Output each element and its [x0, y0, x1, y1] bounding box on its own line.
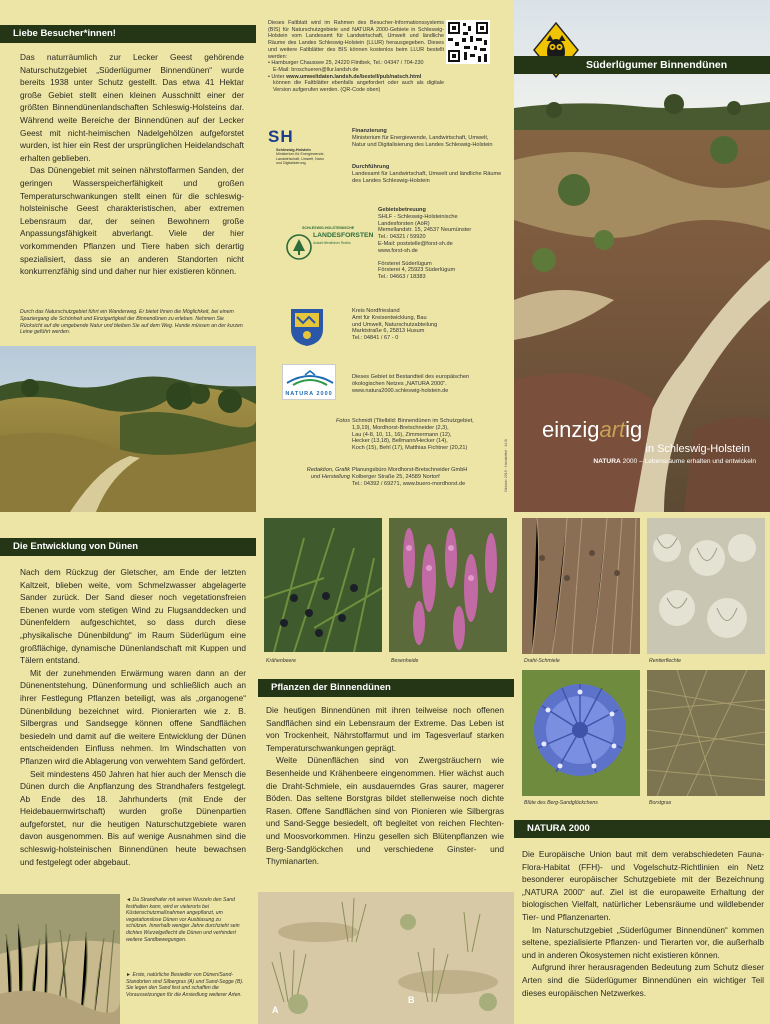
caption-kraehenbeere: Krähenbeere — [266, 658, 296, 664]
imprint-intro — [268, 20, 444, 94]
tagline-natura: NATURA — [593, 458, 621, 465]
gebietsbetreuung-label: Gebietsbetreuung — [378, 207, 426, 213]
durchfuehrung-label: Durchführung — [352, 164, 390, 170]
redaktion-label-2: und Herstellung — [310, 473, 350, 480]
photo-marram-grass — [0, 894, 120, 1024]
order-web-link[interactable]: www.umweltdaten.landsh.de/bestell/pub/natsch.html — [286, 73, 422, 80]
natura-paragraph-2: Im Naturschutzgebiet „Süderlügumer Binnendünen“ kommen seltene, spezialisierte Pflanzen- und Tierarten vor, die außerhalb und in anderen Ökosystemen nicht existieren können. — [522, 924, 764, 960]
cover-title-banner: Süderlügumer Binnendünen — [514, 56, 770, 74]
photo-borstgras — [647, 670, 765, 796]
dune-paragraph-1: Nach dem Rückzug der Gletscher, am Ende der letzten Kaltzeit, blieben weite, vom Schmelzwasser abgelagerte Sander zurück. Der Sand dieser noch vegetationsfreien Ebenen wurde vom stetigen Wind zu Flugsanddecken und Dünenfeldern aufgeschichtet, so dass durch diese „physikalische Dünenbildung“ im Raum Süderlügum eine großflächige, dynamische Dünenlandschaft mit Kuppen und Tälern entstand. — [20, 567, 246, 666]
caption-drahtschmiele: Draht-Schmiele — [524, 658, 560, 664]
kreis-nf-block — [352, 308, 502, 342]
intro-text: Dieses Faltblatt wird im Rahmen des Besucher-Informationssystems (BIS) für Naturschutzgebiete und NATURA 2000-Gebiete in Schleswig-Holstein vom Landesamt für Landwirtschaft, Umwelt und ländliche Räume des Landes Schleswig-Holstein (LLUR) herausgegeben. Dieses und weitere Faltblätter des BIS können kostenlos beim LLUR bestellt werden: — [268, 20, 444, 60]
kreis-line: Marktstraße 6, 25813 Husum — [352, 328, 425, 335]
caption-strandhafer: ◄ Da Strandhafer mit seinen Wurzeln den Sand festhalten kann, wird er vielerorts bei Küstenschutzmaßnahmen angepflanzt, um vegetationslose Dünen vor Ausblasung zu schützen. Innerhalb weniger Jahre durchzieht sein dichtes Wurzelgeflecht die Dünen und verhindert weitere Sandbewegungen. — [126, 897, 240, 943]
photo-drahtschmiele — [522, 518, 640, 654]
sh-logo-letters: SH — [268, 127, 294, 146]
gebietsbetreuung-email[interactable]: E-Mail: poststelle@forst-sh.de — [378, 240, 453, 247]
natura-logo-text: NATURA 2000 — [285, 391, 333, 397]
caption-besenheide: Besenheide — [391, 658, 419, 664]
forest-emblem-icon — [286, 234, 312, 260]
fotos-line: 1,9,19), Mordhorst-Bretschneider (2,3), — [352, 424, 449, 431]
einzig-part: einzig — [542, 417, 600, 442]
order-email[interactable]: E-Mail: broschueren@llur.landsh.de — [273, 66, 359, 73]
panel-welcome — [0, 0, 256, 512]
kreis-nf-crest — [289, 307, 325, 347]
plants-paragraph-1: Die heutigen Binnendünen mit ihren teilweise noch offenen Sandflächen sind ein Lebensraum der Extreme. Das Leben ist von Trockenheit, Nährstoffarmut und im Tagesverlauf starken Temperaturschwankungen geprägt. — [266, 705, 504, 753]
finanzierung-label: Finanzierung — [352, 128, 387, 134]
sh-logo — [268, 128, 348, 168]
photo-caption-trail: Durch das Naturschutzgebiet führt ein Wanderweg. Er bietet Ihnen die Möglichkeit, bei einem Spaziergang die Schönheit und Einzigartigkeit der Binnendünen zu erleben. Nehmen Sie Rücksicht auf die umgebende Natur und bleiben Sie auf dem Weg. Hunde müssen an der kurzen Leine geführt werden. — [20, 309, 243, 336]
photo-rentierflechte — [647, 518, 765, 654]
landesforsten-line1: SCHLESWIG-HOLSTEINISCHE — [302, 226, 355, 230]
fotos-line: Lau (4-8, 10, 11, 16), Zimmermann (12), — [352, 431, 452, 438]
plants-paragraph-2: Weite Dünenflächen sind von Zwergsträuchern wie Besenheide und Krähenbeere eingenommen. Hier wächst auch die Draht-Schmiele, ein ausdauerndes Gras saurer, magerer Böden. Das seltene Borstgras bildet stellenweise noch dichte Rasen. Offene Sandflächen sind von Pionieren wie Silbergras und Sand-Segge besiedelt, oft begleitet von reichen Flechten- und Moosvorkommen. Hinzu gesellen sich Blütenpflanzen wie Berg-Sandglöckchen und verschiedene Ginster- und Thymianarten. — [266, 755, 504, 867]
fotos-line: Koch (15), Behl (17), Matthias Fichtner (20,21) — [352, 445, 468, 452]
durchfuehrung-text: Landesamt für Landwirtschaft, Umwelt und ländliche Räume des Landes Schleswig-Holstein — [352, 170, 502, 184]
welcome-paragraph-2: Das Dünengebiet mit seinen nährstoffarmen Sanden, der geringen Wasserspeicherfähigkeit und großen Temperaturschwankungen stellt einen für die schleswig-holsteinische Geest charakteristischen, aber extremen Lebensraum dar, der seinen Bewohnern große Anpassungsfähigkeit abverlangt. Viele der hier vorkommenden Pflanzen und Tiere haben sich derartig spezialisiert, dass sie an anderen Standorten nicht konkurrenzfähig sind und daher nur hier existieren können. — [20, 165, 244, 277]
panel-natura — [514, 512, 770, 1024]
natura2000-logo — [282, 364, 336, 400]
plants-text — [266, 704, 504, 868]
label-a: A — [272, 1005, 279, 1015]
heading-natura: NATURA 2000 — [514, 820, 770, 838]
panel-cover — [514, 0, 770, 512]
caption-rentierflechte: Rentierflechte — [649, 658, 682, 664]
fotos-line: Hecker (13,18), Bellmann/Hecker (14), — [352, 438, 448, 445]
order-web-prefix: • Unter — [268, 73, 287, 80]
gebietsbetreuung-web[interactable]: www.forst-sh.de — [378, 247, 418, 254]
panel-plants — [256, 512, 514, 1024]
tagline-rest: 2000 – Lebensräume erhalten und entwickeln — [620, 458, 756, 465]
natura-text — [522, 848, 764, 999]
redaktion-label — [286, 467, 350, 481]
finanzierung-block — [352, 128, 502, 148]
foersterei-line: Tel.: 04663 / 18383 — [378, 274, 426, 281]
natura-paragraph-3: Aufgrund ihrer herausragenden Bedeutung zum Schutz dieser Arten sind die Süderlügumer Binnendünen ein wichtiger Teil dieses europäischen Netzwerkes. — [522, 962, 764, 998]
natura-line: ökologischen Netzes „NATURA 2000“. — [352, 380, 447, 387]
panel-imprint — [256, 0, 514, 512]
kreis-line: Amt für Kreisentwicklung, Bau — [352, 314, 427, 321]
kreis-line: Tel.: 04841 / 67 - 0 — [352, 335, 399, 342]
natura-link[interactable]: www.natura2000.schleswig-holstein.de — [352, 387, 449, 394]
fotos-line: Schmidt (Titelbild: Binnendünen im Schutzgebiet, — [352, 418, 474, 424]
natura-block — [352, 374, 502, 394]
foersterei-line: Försterei Süderlügum — [378, 260, 432, 267]
natura-line: Dieses Gebiet ist Bestandteil des europäischen — [352, 374, 470, 380]
redaktion-block — [352, 467, 502, 487]
crest-icon — [289, 307, 325, 347]
photo-sandgloeckchen — [522, 670, 640, 796]
qr-code[interactable] — [446, 20, 490, 64]
caption-borstgras: Borstgras — [649, 800, 672, 806]
cover-title-panel — [514, 410, 770, 490]
photo-dune-landscape — [0, 346, 256, 512]
kreis-line: Kreis Nordfriesland — [352, 308, 400, 314]
label-b: B — [408, 995, 415, 1005]
sh-logo-line1: Schleswig-Holstein — [276, 148, 311, 152]
heading-plants: Pflanzen der Binnendünen — [258, 679, 514, 697]
cover-subtitle: in Schleswig-Holstein — [645, 443, 750, 455]
landesforsten-logo — [280, 222, 374, 266]
caption-sandgloeckchen: Blüte des Berg-Sandglöckchens — [524, 800, 598, 806]
welcome-paragraph-1: Das naturräumlich zur Lecker Geest gehörende Naturschutzgebiet „Süderlügumer Binnendünen“ wurde bereits 1938 unter Schutz gestellt. Das etwa 41 Hektar große Gebiet stellt einen kleinen Ausschnitt einer der größten Binnendünenlandschaften Schleswig-Holsteins dar. Während weite Bereiche der Binnendünen auf der Lecker Geest mit nicht-heimischen Nadelgehölzen aufgeforstet wurden, ist hier ein Rest der ursprünglichen Heidelandschaft erhalten geblieben. — [20, 52, 244, 163]
gebietsbetreuung-line: Memellandstr. 15, 24537 Neumünster — [378, 227, 472, 234]
sh-logo-line2: Ministerium für Energiewende, Landwirtschaft, Umwelt, Natur und Digitalisierung — [276, 152, 325, 165]
caption-pioniere: ► Erste, natürliche Besiedler von Dünen/Sand-Standorten sind Silbergras (A) und Sand-Segge (B). Sie legen den Sand fest und schaffen die Voraussetzungen für die Ansiedlung weiterer Arten. — [126, 972, 244, 998]
photo-pioneer-sand — [258, 892, 514, 1024]
photo-besenheide — [389, 518, 507, 652]
cover-einzigartig — [542, 418, 642, 442]
landesforsten-line3: Anstalt öffentlichen Rechts — [313, 241, 351, 245]
kreis-line: und Umwelt, Naturschutzabteilung — [352, 321, 438, 328]
art-part: art — [599, 417, 626, 442]
foersterei-line: Försterei 4, 25923 Süderlügum — [378, 267, 456, 274]
landesforsten-line2: LANDESFORSTEN — [313, 232, 374, 239]
fotos-block — [352, 418, 502, 452]
natura-bird-icon — [283, 365, 337, 391]
gebietsbetreuung-line: Tel.: 04321 / 59920 — [378, 234, 426, 241]
dune-paragraph-3: Seit mindestens 450 Jahren hat hier auch der Mensch die Dünen durch die Anpflanzung des Strandhafers festgelegt. Ab Ende des 18. Jahrhunderts (mit Ende der Heidebauernwirtschaft) wurden große Dünenpartien aufgeforstet, nur die heutigen Naturschutzgebiete waren davon ausgenommen. Bis auf wenige Ausnahmen sind die schleswig-holsteinischen Binnendünen heute bewachsen und festgelegt oder abgebaut. — [20, 768, 246, 867]
heading-dune-development: Die Entwicklung von Dünen — [0, 538, 256, 556]
gebietsbetreuung-line: SHLF - Schleswig-Holsteinische — [378, 213, 458, 220]
ig-part: ig — [625, 417, 643, 442]
photo-kraehenbeere — [264, 518, 382, 652]
natura-paragraph-1: Die Europäische Union baut mit dem verabschiedeten Fauna-Flora-Habitat (FFH)- und Vogelschutz-Richtlinien ein Netz besonderer europäischer Schutzgebiete mit der Bezeichnung „NATURA 2000“ auf. Ziel ist die europaweite Erhaltung der biologischen Vielfalt, natürlicher Lebensräume und wildlebender Tier- und Pflanzenarten. — [522, 849, 764, 922]
heading-welcome: Liebe Besucher*innen! — [0, 25, 256, 43]
redaktion-line: Kolberger Straße 25, 24589 Nortorf — [352, 473, 440, 480]
panel-dune-development — [0, 512, 256, 1024]
dune-text — [20, 566, 246, 868]
redaktion-line: Planungsbüro Mordhorst-Bretschneider GmbH — [352, 467, 468, 473]
redaktion-label-1: Redaktion, Grafik — [306, 467, 350, 473]
order-postal: • Hamburger Chaussee 25, 24220 Flintbek, Tel.: 04347 / 704-230 — [268, 60, 424, 67]
edition-note: Oktober 2019 · Handzettel · 14-B — [504, 439, 508, 492]
gebietsbetreuung-line: Landesforsten (AöR) — [378, 220, 430, 227]
dune-paragraph-2: Mit der zunehmenden Erwärmung waren dann an der Dünenentstehung, Dünenformung und schließlich auch an ihrer Festlegung Pflanzen beteiligt, was als „organogene“ Dünenbildung bezeichnet wird. Pionierarten wie z. B. Silbergras und Sandsegge können offene Sandflächen besiedeln und damit auf die weitere Entwicklung der Dünen entscheidenden Einfluss nehmen. Im Windschatten von Pflanzen wird die Ablagerung von verwehtem Sand gefördert. — [20, 667, 246, 766]
welcome-text — [20, 51, 244, 278]
durchfuehrung-block — [352, 164, 502, 184]
order-web-suffix: können die Faltblätter ebenfalls angefordert oder auch als digitale Version aufgerufen werden. (QR-Code oben) — [273, 80, 444, 94]
qr-code-icon — [446, 20, 490, 64]
cover-tagline — [593, 458, 756, 465]
redaktion-line: Tel.: 04392 / 69271, www.buero-mordhorst.de — [352, 480, 466, 487]
finanzierung-text: Ministerium für Energiewende, Landwirtschaft, Umwelt, Natur und Digitalisierung des Landes Schleswig-Holstein — [352, 134, 493, 148]
gebietsbetreuung-block — [378, 207, 508, 281]
fotos-label: Fotos — [336, 418, 350, 424]
